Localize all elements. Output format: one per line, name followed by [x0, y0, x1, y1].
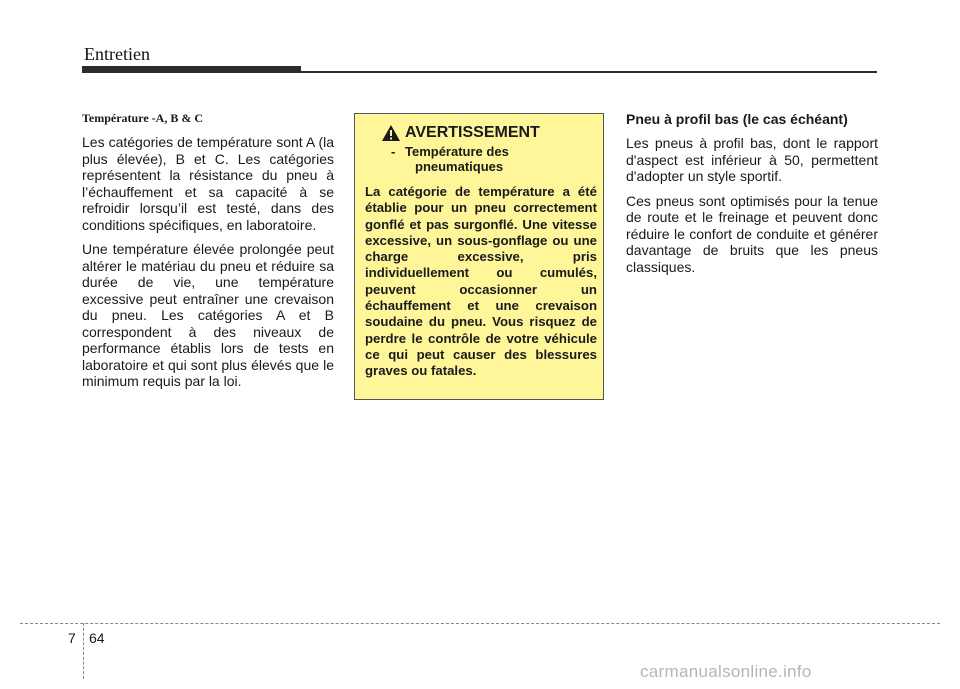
right-paragraph-1: Les pneus à profil bas, dont le rapport d'aspect est inférieur à 50, permettent d'adopter un style sportif.: [626, 135, 878, 184]
warning-box: [354, 113, 604, 400]
section-heading-temperature: Température -A, B & C: [82, 111, 203, 125]
chapter-number: 7: [68, 630, 76, 646]
footer-divider: [83, 623, 84, 679]
section-heading-low-profile: Pneu à profil bas (le cas échéant): [626, 111, 848, 127]
warning-triangle-icon: [381, 124, 401, 142]
warning-header: [381, 124, 597, 142]
warning-subtitle-line1: Température des: [405, 144, 509, 159]
warning-subtitle: [391, 144, 597, 174]
watermark: carmanualsonline.info: [640, 662, 812, 681]
footer-rule: [20, 623, 940, 624]
warning-subtitle-line2: pneumatiques: [415, 159, 504, 174]
page-number: 64: [89, 630, 105, 646]
left-column: [82, 111, 334, 398]
page-header-title: Entretien: [84, 44, 150, 64]
left-paragraph-2: Une température élevée prolongée peut altérer le matériau du pneu et réduire sa durée de vie, une température excessive peut entraîner une crevaison du pneu. Les catégories A et B correspondent à des niveaux de performance établis lors de tests en laboratoire et qui sont plus élevés que le minimum requis par la loi.: [82, 241, 334, 389]
right-paragraph-2: Ces pneus sont optimisés pour la tenue de route et le freinage et peuvent donc réduire le confort de conduite et générer davantage de bruits que les pneus classiques.: [626, 192, 878, 275]
right-column: [626, 111, 878, 283]
warning-title: AVERTISSEMENT: [405, 124, 540, 141]
left-paragraph-1: Les catégories de température sont A (la plus élevée), B et C. Les catégories représentent la résistance du pneu à l’échauffement et sa capacité à se refroidir lorsqu’il est testé, dans des conditions spécifiques, en laboratoire.: [82, 134, 334, 233]
header-rule-thin: [301, 71, 877, 73]
warning-subtitle-dash: -: [391, 144, 396, 159]
warning-body: La catégorie de température a été établie pour un pneu correctement gonflé et pas surgonflé. Une vitesse excessive, un sous-gonflage ou une charge excessive, pris individuellement ou cumulés, peuvent occasionner un échauffement et une crevaison soudaine du pneu. Vous risquez de perdre le contrôle de votre véhicule ce qui peut causer des blessures graves ou fatales.: [365, 184, 597, 379]
header-rule-thick: [82, 66, 301, 73]
